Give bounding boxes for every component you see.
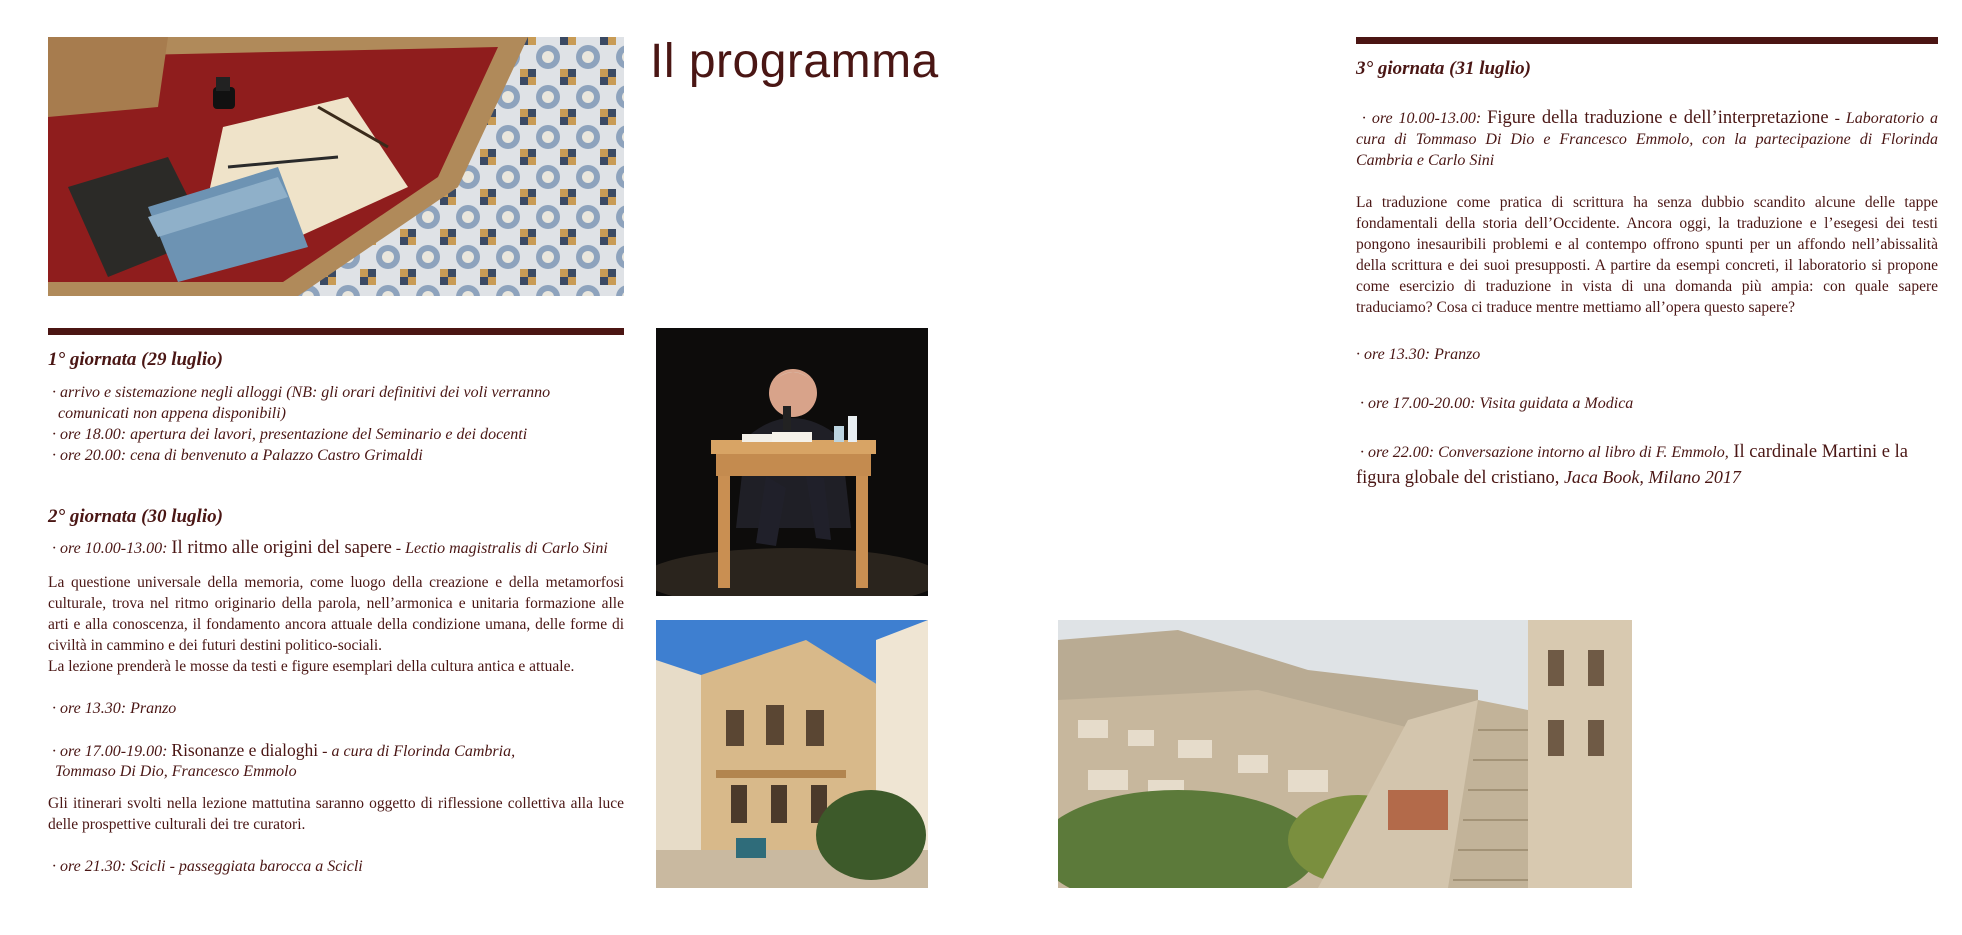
day1-item-text: comunicati non appena disponibili): [58, 405, 286, 422]
bullet: ·: [1356, 395, 1364, 412]
session-title: Il ritmo alle origini del sapere: [171, 538, 392, 558]
day1-item: [52, 424, 527, 445]
day2-evening: [52, 856, 363, 877]
session-note: - Lectio magistralis di Carlo Sini: [391, 540, 608, 557]
visit-text: ore 17.00-20.00: Visita guidata a Modica: [1368, 395, 1634, 412]
day1-rule: [48, 328, 624, 335]
day1-item-text: ore 18.00: apertura dei lavori, presentazione del Seminario e dei docenti: [60, 426, 528, 443]
day2-lunch: [52, 698, 176, 719]
day1-item: [52, 445, 423, 466]
session-note: - a cura di Florinda Cambria,: [318, 743, 516, 760]
bullet: ·: [52, 743, 56, 760]
speaker-illustration: [656, 328, 928, 596]
day1-item: [58, 403, 286, 424]
bullet: ·: [52, 426, 56, 443]
bullet: ·: [52, 540, 56, 557]
bullet: ·: [52, 858, 56, 875]
speaker-photo: [656, 328, 928, 596]
day3-visit: [1356, 393, 1633, 414]
lunch-text: ore 13.30: Pranzo: [60, 700, 177, 717]
page-title: Il programma: [650, 35, 939, 88]
day1-item: [52, 382, 550, 403]
bullet: ·: [52, 384, 56, 401]
session-time: ore 10.00-13.00:: [1371, 110, 1482, 127]
evening-time: ore 22.00: Conversazione intorno al libro di F. Emmolo,: [1368, 444, 1729, 461]
book-title: Il cardinale Martini e la figura globale del cristiano,: [1356, 442, 1908, 488]
modica-photo: [1058, 620, 1632, 888]
bullet: ·: [1356, 444, 1364, 461]
day2-session2: [52, 740, 515, 762]
day3-lunch: [1356, 344, 1480, 365]
bullet: ·: [1356, 110, 1366, 127]
session-note: - Laboratorio a cura di Tommaso Di Dio e Francesco Emmolo, con la partecipazione di Florinda Cambria e Carlo Sini: [1356, 110, 1938, 169]
desk-photo: [48, 37, 624, 296]
day3-paragraph: La traduzione come pratica di scrittura ha senza dubbio scandito alcune delle tappe fondamentali della storia dell’Occidente. Ancora oggi, la traduzione e l’esegesi dei testi pongono inesauribili problemi e al contempo offrono spunti per un affondo nell’abissalità della scrittura e dei suoi presupposti. A partire da esempi concreti, il laboratorio si propone come esercizio di traduzione in vista di una domanda più ampia: con quale sapere traduciamo? Cosa ci traduce mentre mettiamo all’opera questo sapere?: [1356, 194, 1938, 316]
day2-session1: [52, 538, 608, 559]
day2-paragraph2: Gli itinerari svolti nella lezione mattutina saranno oggetto di riflessione collettiva alla luce delle prospettive culturali dei tre curatori.: [48, 795, 624, 833]
day1-heading: 1° giornata (29 luglio): [48, 349, 223, 370]
session-time: ore 10.00-13.00:: [60, 540, 168, 557]
day1-item-text: arrivo e sistemazione negli alloggi (NB: gli orari definitivi dei voli verranno: [60, 384, 551, 401]
publisher: Jaca Book, Milano 2017: [1559, 467, 1741, 487]
day2-session2-note2: Tommaso Di Dio, Francesco Emmolo: [55, 763, 297, 780]
day2-paragraph1b: La lezione prenderà le mosse da testi e figure esemplari della cultura antica e attuale.: [48, 658, 575, 675]
bullet: ·: [52, 700, 56, 717]
evening-text: ore 21.30: Scicli - passeggiata barocca a Scicli: [60, 858, 363, 875]
bullet: ·: [1356, 346, 1360, 363]
day3-rule: [1356, 37, 1938, 44]
day1-item-text: ore 20.00: cena di benvenuto a Palazzo Castro Grimaldi: [60, 447, 423, 464]
day3-evening: [1356, 440, 1938, 491]
bullet: ·: [52, 447, 56, 464]
lunch-text: ore 13.30: Pranzo: [1364, 346, 1481, 363]
desk-illustration: [48, 37, 624, 296]
session-time: ore 17.00-19.00:: [60, 743, 168, 760]
day2-paragraph1: La questione universale della memoria, come luogo della creazione e della metamorfosi culturale, trova nel ritmo originario della parola, nell’armonica e unitaria formazione alle arti e alla conoscenza, il fondamento ancora attuale della condizione umana, delle forme di civiltà in cammino e dei futuri destini politico-sociali.: [48, 574, 624, 654]
day3-heading: 3° giornata (31 luglio): [1356, 58, 1531, 79]
day2-heading: 2° giornata (30 luglio): [48, 506, 223, 527]
session-title: Risonanze e dialoghi: [171, 740, 319, 760]
palazzo-photo: [656, 620, 928, 888]
session-title: Figure della traduzione e dell’interpretazione: [1487, 108, 1829, 128]
modica-illustration: [1058, 620, 1632, 888]
day3-session1: [1356, 108, 1938, 171]
palazzo-illustration: [656, 620, 928, 888]
